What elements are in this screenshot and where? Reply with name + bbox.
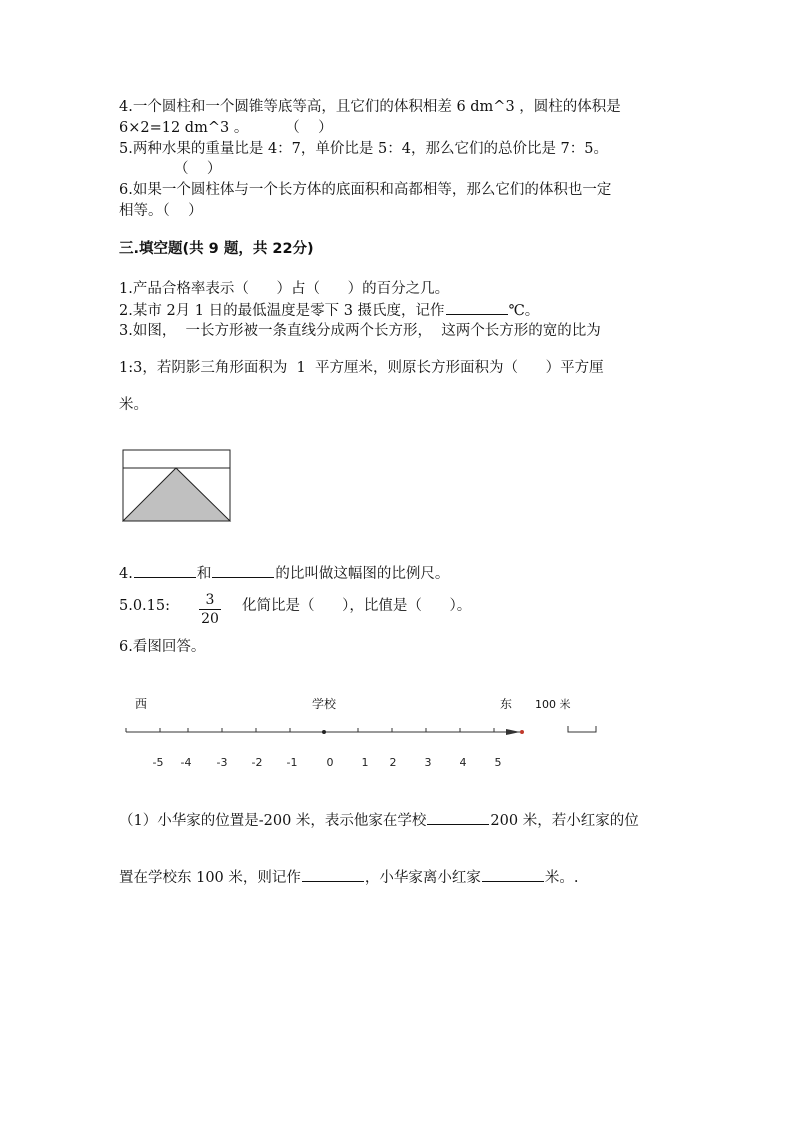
- tick-label: 5: [494, 756, 502, 769]
- origin-dot: [322, 730, 326, 734]
- fill-q4-number: 4.: [119, 566, 133, 582]
- fill-q5-prefix: 5.0.15:: [119, 598, 171, 614]
- label-scale: 100 米: [535, 698, 571, 711]
- fill-q4-text: 的比叫做这幅图的比例尺。: [275, 566, 450, 582]
- tick-label: 4: [459, 756, 467, 769]
- sub-q1-text2: 200 米，若小红家的位: [490, 813, 639, 829]
- fill-q5-fraction: [199, 591, 221, 628]
- fill-q2-unit: ℃。: [508, 303, 540, 319]
- fill-q4-blank1[interactable]: [134, 563, 196, 578]
- tick-label: -3: [216, 756, 228, 769]
- fill-q3-line2: 1:3，若阴影三角形面积为 1 平方厘米，则原长方形面积为（ ）平方厘: [119, 360, 604, 376]
- tick-label: -5: [152, 756, 164, 769]
- label-school: 学校: [312, 697, 337, 711]
- sub-q1-blank1[interactable]: [427, 810, 489, 825]
- sub-q1-text4: ，小华家离小红家: [364, 870, 481, 886]
- judge-q4-line2: 6×2=12 dm^3 。 （ ）: [119, 120, 333, 136]
- tick-label: 2: [389, 756, 397, 769]
- fill-q4: [119, 563, 449, 584]
- judge-q6-line2: 相等。（ ）: [119, 203, 203, 219]
- judge-q4-line1: 4.一个圆柱和一个圆锥等底等高，且它们的体积相差 6 dm^3 ，圆柱的体积是: [119, 99, 621, 115]
- tick-label: -2: [251, 756, 263, 769]
- tick-label: -1: [286, 756, 298, 769]
- sub-q1-text1: （1）小华家的位置是-200 米，表示他家在学校: [119, 813, 427, 829]
- sub-q1-blank3[interactable]: [482, 867, 544, 882]
- label-west: 西: [135, 697, 148, 711]
- tick-label: 3: [424, 756, 432, 769]
- fill-q4-blank2[interactable]: [212, 563, 274, 578]
- label-east: 东: [500, 697, 513, 711]
- sub-q1-line2: [119, 867, 579, 888]
- sub-q1-blank2[interactable]: [302, 867, 364, 882]
- sub-q1-text3: 置在学校东 100 米，则记作: [119, 870, 301, 886]
- fill-q6: 6.看图回答。: [119, 639, 206, 655]
- fill-q4-and: 和: [196, 566, 212, 582]
- judge-q6-line1: 6.如果一个圆柱体与一个长方体的底面积和高都相等，那么它们的体积也一定: [119, 182, 612, 198]
- fill-q3-line1: 3.如图， 一长方形被一条直线分成两个长方形， 这两个长方形的宽的比为: [119, 323, 601, 339]
- fraction-numerator: 3: [199, 591, 221, 610]
- number-line: [120, 720, 610, 780]
- fraction-denominator: 20: [201, 611, 219, 627]
- section-3-heading: 三.填空题(共 9 题，共 22分): [119, 241, 314, 257]
- axis-arrow-icon: [506, 729, 520, 735]
- scale-bracket: [568, 726, 596, 732]
- arrow-tip-dot: [520, 730, 524, 734]
- tick-label: -4: [180, 756, 192, 769]
- fill-q2: [119, 300, 539, 321]
- fill-q3-line3: 米。: [119, 397, 148, 413]
- judge-q5-line1: 5.两种水果的重量比是 4：7，单价比是 5：4，那么它们的总价比是 7：5。: [119, 141, 609, 157]
- fill-q2-blank[interactable]: [446, 300, 508, 315]
- tick-label: 1: [361, 756, 369, 769]
- fill-q1: 1.产品合格率表示（ ）占（ ）的百分之几。: [119, 281, 450, 297]
- fill-q5-text: 化简比是（ ），比值是（ ）。: [242, 598, 472, 614]
- fill-q2-text: 2.某市 2月 1 日的最低温度是零下 3 摄氏度，记作: [119, 303, 445, 319]
- rectangle-figure: [122, 449, 232, 523]
- sub-q1-line1: [119, 810, 639, 831]
- tick-label: 0: [326, 756, 334, 769]
- judge-q5-line2: （ ）: [174, 161, 222, 177]
- sub-q1-text5: 米。.: [544, 870, 579, 886]
